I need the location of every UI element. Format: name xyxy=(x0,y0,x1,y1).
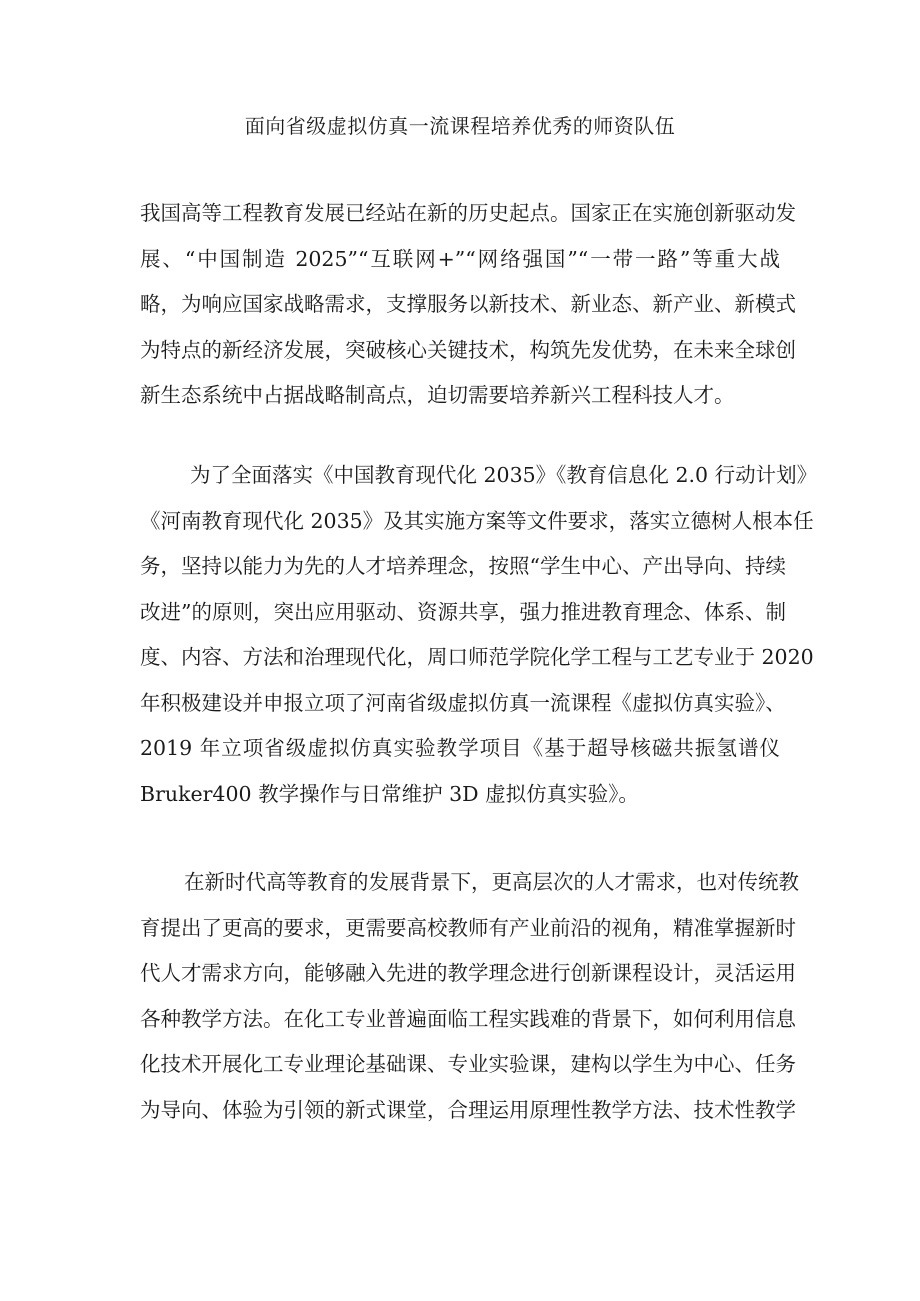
paragraph-line: 各种教学方法。在化工专业普遍面临工程实践难的背景下，如何利用信息 xyxy=(140,1006,796,1031)
paragraph-line: 年积极建设并申报立项了河南省级虚拟仿真一流课程《虚拟仿真实验》、 xyxy=(140,690,786,715)
paragraph-line: 我国高等工程教育发展已经站在新的历史起点。国家正在实施创新驱动发 xyxy=(140,201,796,225)
paragraph-line: 为特点的新经济发展，突破核心关键技术，构筑先发优势，在未来全球创 xyxy=(140,337,796,362)
paragraph-line: 为了全面落实《中国教育现代化 2035》《教育信息化 2.0 行动计划》 xyxy=(190,463,818,487)
paragraph-line: 为导向、体验为引领的新式课堂，合理运用原理性教学方法、技术性教学 xyxy=(140,1097,796,1122)
paragraph-1 xyxy=(140,191,796,419)
paragraph-line: 务，坚持以能力为先的人才培养理念，按照“学生中心、产出导向、持续 xyxy=(140,554,786,578)
paragraph-line: 育提出了更高的要求，更需要高校教师有产业前沿的视角，精准掌握新时 xyxy=(140,915,796,940)
paragraph-line: 改进”的原则，突出应用驱动、资源共享，强力推进教育理念、体系、制 xyxy=(140,599,786,624)
paragraph-line: 展、“中国制造 2025”“互联网+”“网络强国”“一带一路”等重大战 xyxy=(140,246,780,271)
paragraph-line: 度、内容、方法和治理现代化，周口师范学院化学工程与工艺专业于 2020 xyxy=(140,645,814,669)
paragraph-line: 在新时代高等教育的发展背景下，更高层次的人才需求，也对传统教 xyxy=(184,870,799,894)
paragraph-line: 新生态系统中占据战略制高点，迫切需要培养新兴工程科技人才。 xyxy=(140,383,735,407)
paragraph-line: 《河南教育现代化 2035》及其实施方案等文件要求，落实立德树人根本任 xyxy=(140,508,814,533)
paragraph-2 xyxy=(140,453,818,817)
paragraph-line: 2019 年立项省级虚拟仿真实验教学项目《基于超导核磁共振氢谱仪 xyxy=(140,736,780,760)
paragraph-line: 化技术开展化工专业理论基础课、专业实验课，建构以学生为中心、任务 xyxy=(140,1052,796,1076)
document-title: 面向省级虚拟仿真一流课程培养优秀的师资队伍 xyxy=(244,114,676,138)
paragraph-line: 代人才需求方向，能够融入先进的教学理念进行创新课程设计，灵活运用 xyxy=(140,961,796,985)
paragraph-line: 略，为响应国家战略需求，支撑服务以新技术、新业态、新产业、新模式 xyxy=(140,292,796,316)
paragraph-line: Bruker400 教学操作与日常维护 3D 虚拟仿真实验》。 xyxy=(140,781,639,806)
paragraph-3 xyxy=(140,860,799,1133)
